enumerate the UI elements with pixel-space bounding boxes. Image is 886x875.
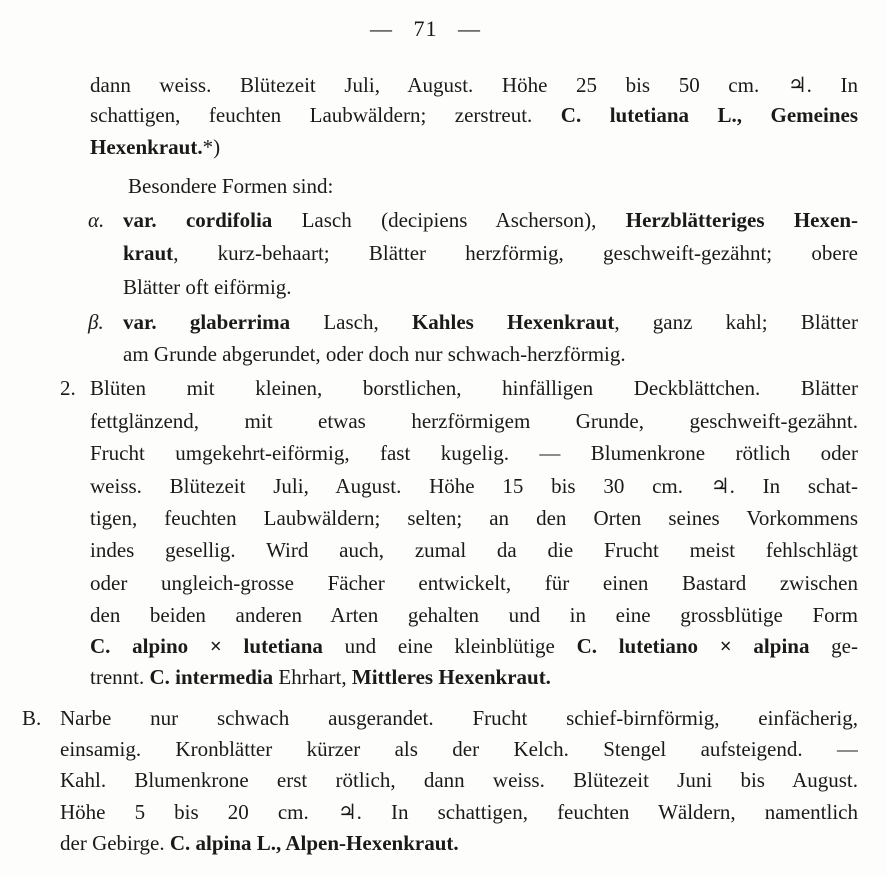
- page-number-header: — 71 —: [370, 16, 481, 41]
- text-segment: , ganz kahl; Blätter: [614, 310, 858, 334]
- text-segment: Höhe 5 bis 20 cm. ♃. In schattigen, feuchten Wäldern, namentlich: [60, 800, 858, 824]
- text-line: [90, 601, 858, 629]
- text-line: [90, 663, 858, 691]
- text-segment: Ehrhart,: [278, 665, 352, 689]
- text-line: [123, 206, 858, 234]
- text-line: [123, 340, 858, 368]
- text-line: [90, 536, 858, 564]
- bold-taxon-name: Mittleres Hexenkraut.: [351, 665, 551, 689]
- bold-taxon-name: C. alpino × lutetiana: [90, 634, 323, 658]
- text-segment: indes gesellig. Wird auch, zumal da die Frucht meist fehlschlägt: [90, 538, 858, 562]
- list-marker-two: 2.: [60, 376, 76, 400]
- text-segment: Besondere Formen sind:: [128, 174, 334, 198]
- list-marker-alpha: α.: [88, 208, 105, 232]
- list-marker-B: B.: [22, 706, 42, 730]
- text-segment: einsamig. Kronblätter kürzer als der Kelch. Stengel aufsteigend. —: [60, 737, 858, 761]
- text-segment: Lasch,: [323, 310, 412, 334]
- bold-taxon-name: kraut: [123, 241, 174, 265]
- bold-taxon-name: Kahles Hexenkraut: [411, 310, 615, 334]
- text-segment: ge-: [809, 634, 858, 658]
- text-line: [60, 704, 858, 732]
- text-segment: Narbe nur schwach ausgerandet. Frucht schief-birnförmig, einfächerig,: [60, 706, 858, 730]
- text-line: [90, 504, 858, 532]
- text-segment: trennt.: [90, 665, 150, 689]
- bold-taxon-name: var. cordifolia: [123, 208, 302, 232]
- text-segment: am Grunde abgerundet, oder doch nur schwach-herzförmig.: [123, 342, 626, 366]
- text-line: [90, 101, 858, 129]
- text-segment: Kahl. Blumenkrone erst rötlich, dann weiss. Blütezeit Juni bis August.: [60, 768, 858, 792]
- text-line: [123, 239, 858, 267]
- bold-taxon-name: Herzblätteriges Hexen-: [625, 208, 858, 232]
- text-line: [128, 172, 858, 200]
- bold-taxon-name: var. glaberrima: [123, 310, 324, 334]
- text-line: [90, 133, 858, 161]
- text-line: [90, 632, 858, 660]
- text-line: [90, 71, 858, 99]
- text-segment: fettglänzend, mit etwas herzförmigem Grunde, geschweift-gezähnt.: [90, 409, 858, 433]
- text-segment: der Gebirge.: [60, 831, 170, 855]
- text-segment: oder ungleich-grosse Fächer entwickelt, für einen Bastard zwischen: [90, 571, 858, 595]
- text-segment: Frucht umgekehrt-eiförmig, fast kugelig. — Blumenkrone rötlich oder: [90, 441, 858, 465]
- text-line: [60, 829, 858, 857]
- text-line: [60, 766, 858, 794]
- text-line: [90, 439, 858, 467]
- bold-taxon-name: C. intermedia: [149, 665, 279, 689]
- text-line: [60, 798, 858, 826]
- text-segment: Lasch (decipiens Ascherson),: [301, 208, 626, 232]
- text-segment: schattigen, feuchten Laubwäldern; zerstreut.: [90, 103, 561, 127]
- text-segment: Blätter oft eiförmig.: [123, 275, 292, 299]
- text-line: [90, 374, 858, 402]
- text-line: [123, 273, 858, 301]
- text-segment: *): [202, 135, 221, 159]
- bold-taxon-name: C. alpina L., Alpen-Hexenkraut.: [169, 831, 459, 855]
- text-line: [90, 569, 858, 597]
- bold-taxon-name: C. lutetiano × alpina: [576, 634, 810, 658]
- text-line: [60, 735, 858, 763]
- bold-taxon-name: Hexenkraut.: [90, 135, 203, 159]
- text-segment: den beiden anderen Arten gehalten und in eine grossblütige Form: [90, 603, 858, 627]
- text-segment: weiss. Blütezeit Juli, August. Höhe 15 bis 30 cm. ♃. In schat-: [90, 474, 858, 498]
- text-segment: und eine kleinblütige: [322, 634, 577, 658]
- text-line: [90, 407, 858, 435]
- text-line: [90, 472, 858, 500]
- text-segment: Blüten mit kleinen, borstlichen, hinfälligen Deckblättchen. Blätter: [90, 376, 858, 400]
- text-segment: tigen, feuchten Laubwäldern; selten; an den Orten seines Vorkommens: [90, 506, 858, 530]
- list-marker-beta: β.: [88, 310, 104, 334]
- text-segment: , kurz-behaart; Blätter herzförmig, geschweift-gezähnt; obere: [173, 241, 858, 265]
- text-segment: dann weiss. Blütezeit Juli, August. Höhe 25 bis 50 cm. ♃. In: [90, 73, 858, 97]
- text-line: [123, 308, 858, 336]
- bold-taxon-name: C. lutetiana L., Gemeines: [560, 103, 858, 127]
